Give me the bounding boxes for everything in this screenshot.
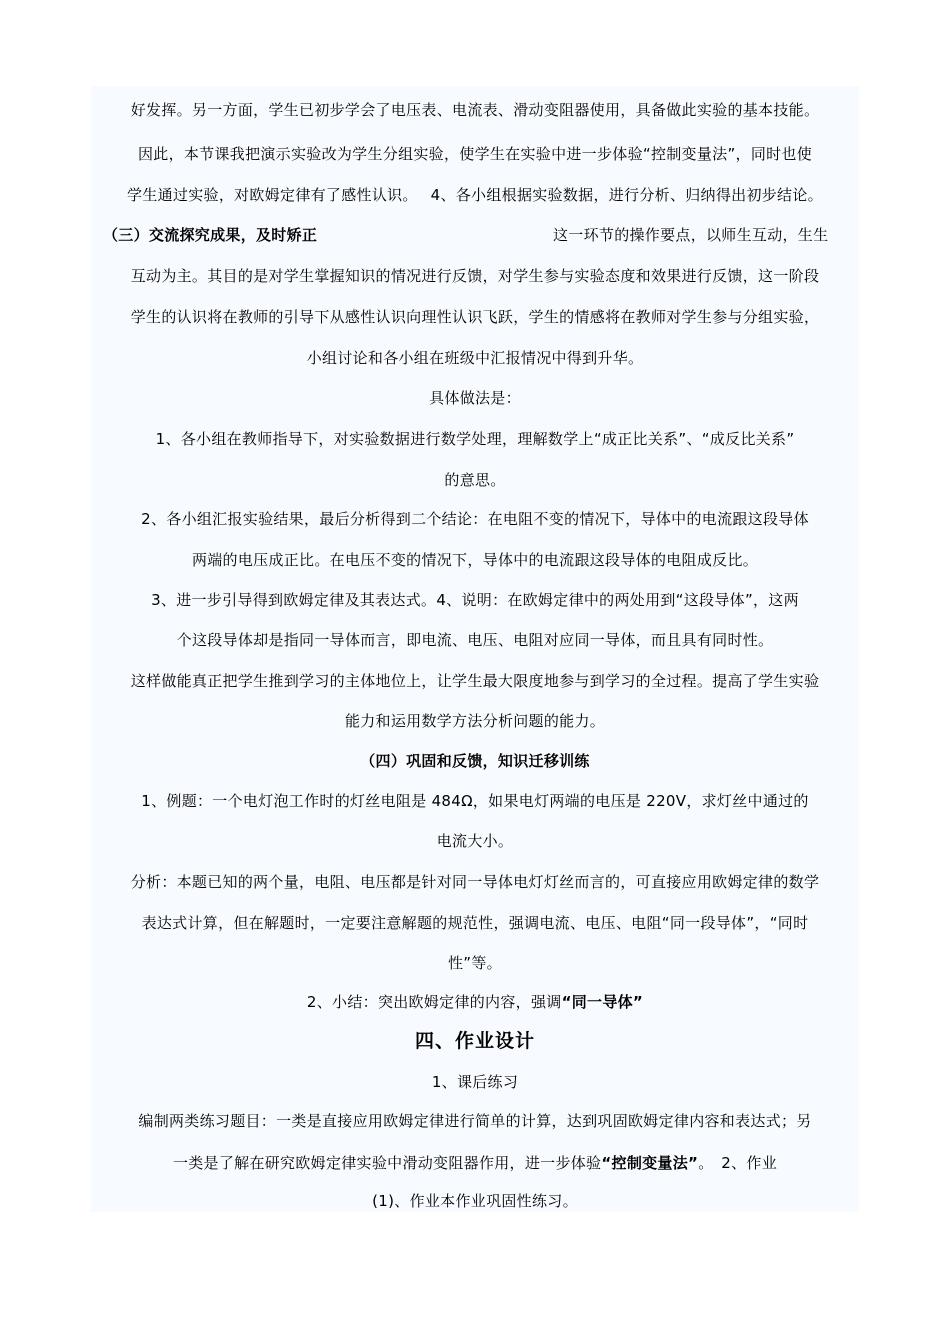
list-item: 2、各小组汇报实验结果，最后分析得到二个结论：在电阻不变的情况下，导体中的电流跟这段导体 xyxy=(141,510,809,528)
paragraph-line: 学生的认识将在教师的引导下从感性认识向理性认识飞跃，学生的情感将在教师对学生参与分组实验， xyxy=(130,308,820,326)
paragraph-line: 小组讨论和各小组在班级中汇报情况中得到升华。 xyxy=(306,349,644,367)
section-heading-consolidation: （四）巩固和反馈，知识迁移训练 xyxy=(360,752,590,770)
paragraph-line: 因此，本节课我把演示实验改为学生分组实验，使学生在实验中进一步体验“控制变量法”，同时也使 xyxy=(137,145,813,163)
list-item-continuation: 电流大小。 xyxy=(436,832,514,850)
paragraph-line: 能力和运用数学方法分析问题的能力。 xyxy=(344,712,606,730)
paragraph-line: 一类是了解在研究欧姆定律实验中滑动变阻器作用，进一步体验“控制变量法”。 2、作业 xyxy=(172,1154,778,1172)
paragraph-line: 学生通过实验，对欧姆定律有了感性认识。 4、各小组根据实验数据，进行分析、归纳得出初步结论。 xyxy=(127,186,823,204)
list-item-continuation: 的意思。 xyxy=(444,471,506,489)
list-item: 1、例题：一个电灯泡工作时的灯丝电阻是 484Ω，如果电灯两端的电压是 220V，求灯丝中通过的 xyxy=(141,792,809,810)
paragraph-line: 编制两类练习题目：一类是直接应用欧姆定律进行简单的计算，达到巩固欧姆定律内容和表达式；另 xyxy=(138,1112,812,1130)
paragraph-line: 表达式计算，但在解题时，一定要注意解题的规范性，强调电流、电压、电阻“同一段导体”，“同时 xyxy=(141,914,809,932)
section-title-homework: 四、作业设计 xyxy=(414,1030,535,1052)
summary-line: 2、小结：突出欧姆定律的内容，强调“同一导体” xyxy=(306,993,644,1011)
paragraph-line: 好发挥。另一方面，学生已初步学会了电压表、电流表、滑动变阻器使用，具备做此实验的基本技能。 xyxy=(130,101,820,119)
paragraph-line: 互动为主。其目的是对学生掌握知识的情况进行反馈，对学生参与实验态度和效果进行反馈，这一阶段 xyxy=(130,267,820,285)
paragraph-line: (1)、作业本作业巩固性练习。 xyxy=(372,1192,578,1210)
list-item: 3、进一步引导得到欧姆定律及其表达式。4、说明：在欧姆定律中的两处用到“这段导体”，这两 xyxy=(151,591,799,609)
paragraph-line: 这样做能真正把学生推到学习的主体地位上，让学生最大限度地参与到学习的全过程。提高了学生实验 xyxy=(130,672,820,690)
paragraph-line: 分析：本题已知的两个量，电阻、电压都是针对同一导体电灯灯丝而言的，可直接应用欧姆定律的数学 xyxy=(130,873,820,891)
paragraph-line: 性”等。 xyxy=(448,954,502,972)
list-item-continuation: 两端的电压成正比。在电压不变的情况下，导体中的电流跟这段导体的电阻成反比。 xyxy=(191,551,759,569)
subsection-title: 1、课后练习 xyxy=(431,1073,519,1091)
list-item: 1、各小组在教师指导下，对实验数据进行数学处理，理解数学上“成正比关系”、“成反比关系” xyxy=(155,430,795,448)
paragraph-line: 具体做法是： xyxy=(429,389,521,407)
list-item-continuation: 个这段导体却是指同一导体而言，即电流、电压、电阻对应同一导体，而且具有同时性。 xyxy=(176,631,774,649)
